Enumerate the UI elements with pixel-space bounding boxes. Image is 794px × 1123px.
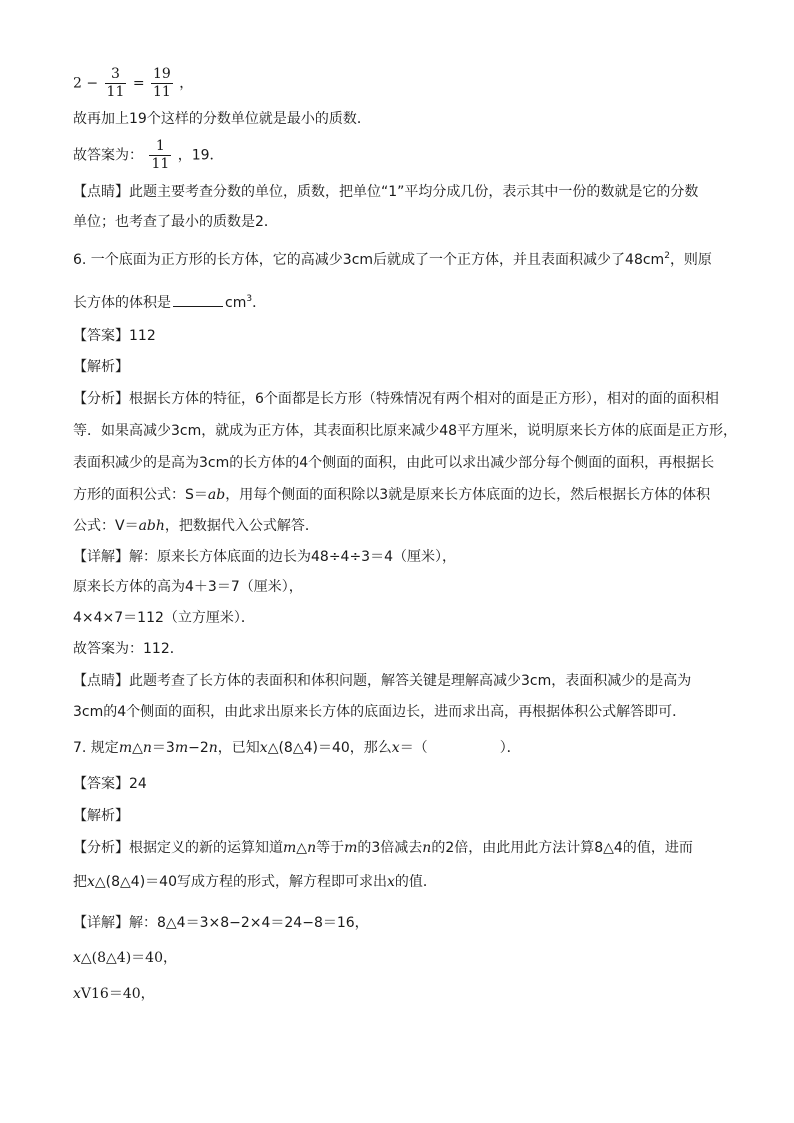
answer-label: 【答案】24 [73, 776, 147, 792]
text: 的值． [394, 874, 437, 890]
text: 把 [73, 874, 87, 890]
text: 故答案为： [73, 147, 143, 164]
question-7-line [73, 738, 521, 758]
denominator: 11 [106, 84, 125, 100]
numerator: 3 [105, 66, 127, 84]
text: 的2倍，由此用此方法计算8△4的值，进而 [431, 840, 693, 856]
text: 【分析】根据定义的新的运算知道 [73, 840, 283, 856]
denominator: 11 [153, 84, 171, 100]
math-var: n [307, 840, 317, 856]
math-var: x [259, 740, 268, 756]
paragraph-line: 【详解】解：原来长方体底面的边长为48÷4÷3＝4（厘米）， [73, 549, 456, 565]
numerator: 19 [153, 66, 171, 82]
text: ，19． [177, 147, 224, 164]
math-var: n [422, 840, 432, 856]
analysis-label: 【解析】 [73, 808, 129, 824]
text: 7. 规定 [73, 740, 119, 756]
text: △ [132, 740, 143, 756]
text: ＝3 [151, 740, 175, 756]
math-var: x [73, 950, 81, 966]
text: △(8△4)＝40，那么 [267, 740, 392, 756]
paragraph-line [73, 838, 693, 858]
answer-line [73, 138, 224, 173]
text: 2 − [73, 75, 99, 92]
math-var: ab [207, 487, 226, 503]
question-6-line [73, 250, 712, 270]
text: 长方体的体积是 [73, 295, 171, 311]
text: ． [252, 295, 267, 311]
math-var: abh [138, 518, 165, 534]
question-6-line [73, 292, 266, 313]
text: ，用每个侧面的面积除以3就是原来长方体底面的边长，然后根据长方体的体积 [225, 487, 711, 503]
superscript: 2 [664, 251, 670, 261]
paragraph-line: 【点睛】此题主要考查分数的单位，质数，把单位“1”平均分成几份，表示其中一份的数就是它的分数 [73, 184, 699, 200]
paragraph-line: 【点睛】此题考查了长方体的表面积和体积问题，解答关键是理解高减少3cm，表面积减少的是高为 [73, 673, 692, 689]
paragraph-line: 3cm的4个侧面的面积，由此求出原来长方体的底面边长，进而求出高，再根据体积公式解答即可． [73, 704, 687, 720]
paragraph-line [73, 485, 710, 505]
math-var: x [73, 986, 81, 1002]
fraction [105, 66, 127, 101]
text: ， [179, 75, 194, 92]
text: ，把数据代入公式解答． [164, 518, 319, 534]
math-var: x [391, 740, 400, 756]
equation-line [73, 948, 177, 968]
paragraph-line: 单位；也考查了最小的质数是2． [73, 214, 278, 230]
paragraph-line [73, 516, 319, 536]
paragraph-line: 故再加上19个这样的分数单位就是最小的质数． [73, 111, 371, 127]
text: 6. 一个底面为正方形的长方体，它的高减少3cm后就成了一个正方体，并且表面积减少了48cm [73, 252, 665, 268]
paragraph-line [73, 872, 437, 892]
text: cm [225, 295, 247, 311]
paragraph-line: 【详解】解：8△4＝3×8−2×4＝24−8＝16， [73, 915, 369, 931]
math-var: m [118, 740, 133, 756]
text: 等于 [316, 840, 345, 856]
text: V16＝40， [80, 986, 155, 1002]
denominator: 11 [151, 156, 170, 172]
text: 方形的面积公式：S＝ [73, 487, 208, 503]
text: −2 [188, 740, 209, 756]
math-var: n [142, 740, 152, 756]
paragraph-line: 表面积减少的是高为3cm的长方体的4个侧面的面积，由此可以求出减少部分每个侧面的面积，再根据长 [73, 455, 715, 471]
numerator: 1 [149, 138, 171, 156]
text: ＝（ [399, 740, 428, 756]
fraction [149, 138, 171, 173]
text: △(8△4)＝40写成方程的形式，解方程即可求出 [94, 874, 387, 890]
math-var: m [283, 840, 297, 856]
paragraph-line: 【分析】根据长方体的特征，6个面都是长方形（特殊情况有两个相对的面是正方形），相对的面的面积相 [73, 391, 719, 407]
superscript: 3 [246, 294, 253, 304]
text: △(8△4)＝40， [80, 950, 177, 966]
math-var: n [208, 740, 218, 756]
paragraph-line: 原来长方体的高为4＋3＝7（厘米）， [73, 579, 303, 595]
paragraph-line: 故答案为：112． [73, 641, 184, 657]
text: 的3倍减去 [357, 840, 423, 856]
paragraph-line: 等．如果高减少3cm，就成为正方体，其表面积比原来减少48平方厘米，说明原来长方体的底面是正方形， [73, 423, 738, 439]
equation-line [73, 984, 155, 1004]
paragraph-line: 4×4×7＝112（立方厘米）． [73, 610, 255, 626]
math-var: x [387, 874, 395, 890]
text: 公式：V＝ [73, 518, 139, 534]
answer-label: 【答案】112 [73, 328, 156, 344]
text: ）． [499, 740, 521, 756]
math-var: x [87, 874, 95, 890]
analysis-label: 【解析】 [73, 359, 129, 375]
fraction-equation-line [73, 66, 193, 101]
text: = [132, 75, 145, 92]
math-var: m [174, 740, 189, 756]
text: ，已知 [217, 740, 260, 756]
text: ，则原 [669, 252, 712, 268]
answer-blank [173, 292, 223, 307]
fraction [151, 66, 173, 101]
math-var: m [344, 840, 358, 856]
text: △ [296, 840, 308, 856]
